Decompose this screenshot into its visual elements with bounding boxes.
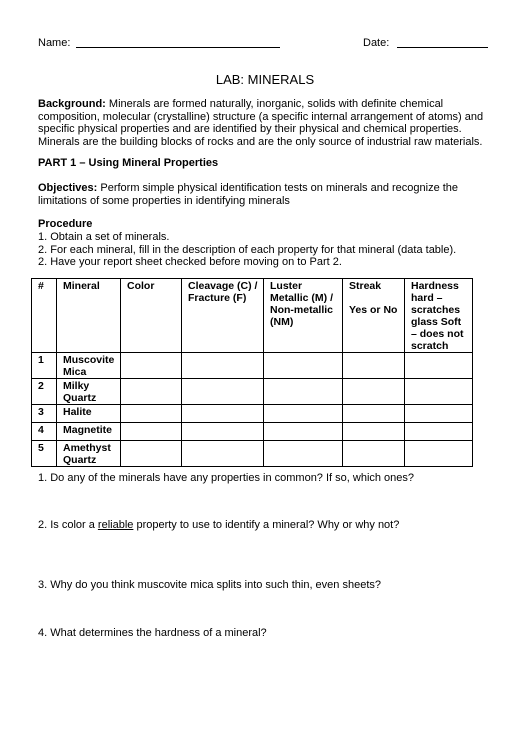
question-2-emphasis: reliable: [97, 519, 134, 531]
streak-cell[interactable]: [343, 379, 405, 405]
question-3: 3. Why do you think muscovite mica splits into such thin, even sheets?: [38, 579, 381, 591]
color-cell[interactable]: [121, 405, 182, 423]
procedure-step: 1. Obtain a set of minerals.: [38, 231, 170, 243]
objectives-paragraph: [38, 182, 498, 207]
header-streak: Streak Yes or No: [343, 279, 405, 353]
date-field-line[interactable]: [397, 47, 488, 48]
cleavage-cell[interactable]: [182, 353, 264, 379]
name-field-line[interactable]: [76, 47, 280, 48]
cleavage-cell[interactable]: [182, 379, 264, 405]
cleavage-cell[interactable]: [182, 423, 264, 441]
objectives-label: Objectives:: [38, 182, 98, 194]
hardness-cell[interactable]: [405, 423, 473, 441]
background-paragraph: [38, 98, 498, 148]
hardness-cell[interactable]: [405, 353, 473, 379]
question-2: [38, 519, 508, 531]
row-mineral: Muscovite Mica: [57, 353, 121, 379]
hardness-cell[interactable]: [405, 405, 473, 423]
part1-heading: PART 1 – Using Mineral Properties: [38, 157, 219, 169]
row-number: 1: [32, 353, 57, 379]
color-cell[interactable]: [121, 441, 182, 467]
table-row: [32, 423, 473, 441]
row-number: 2: [32, 379, 57, 405]
procedure-heading: Procedure: [38, 218, 93, 230]
table-row: [32, 353, 473, 379]
procedure-step: 2. Have your report sheet checked before moving on to Part 2.: [38, 256, 342, 269]
procedure-steps: [38, 231, 498, 269]
cleavage-cell[interactable]: [182, 405, 264, 423]
streak-cell[interactable]: [343, 353, 405, 379]
row-number: 4: [32, 423, 57, 441]
table-row: [32, 441, 473, 467]
question-4: 4. What determines the hardness of a mineral?: [38, 627, 267, 639]
row-mineral: Milky Quartz: [57, 379, 121, 405]
objectives-text: Perform simple physical identification tests on minerals and recognize the limitations of some properties in identifying minerals: [38, 182, 459, 207]
question-1: 1. Do any of the minerals have any properties in common? If so, which ones?: [38, 472, 415, 484]
question-2-start: 2. Is color a: [38, 519, 98, 531]
date-label: Date:: [363, 37, 390, 49]
header-color: Color: [121, 279, 182, 353]
row-mineral: Amethyst Quartz: [57, 441, 121, 467]
luster-cell[interactable]: [264, 441, 343, 467]
hardness-cell[interactable]: [405, 379, 473, 405]
row-number: 5: [32, 441, 57, 467]
hardness-cell[interactable]: [405, 441, 473, 467]
row-mineral: Magnetite: [57, 423, 121, 441]
table-row: [32, 405, 473, 423]
header-hardness: Hardness hard – scratches glass Soft – does not scratch: [405, 279, 473, 353]
procedure-step: 2. For each mineral, fill in the description of each property for that mineral (data table).: [38, 243, 457, 256]
header-luster: Luster Metallic (M) / Non-metallic (NM): [264, 279, 343, 353]
streak-cell[interactable]: [343, 423, 405, 441]
streak-cell[interactable]: [343, 405, 405, 423]
header-number: #: [32, 279, 57, 353]
background-text: Minerals are formed naturally, inorganic, solids with definite chemical composition, molecular (crystalline) structure (a specific internal arrangement of atoms) and specific physical properties and are identified by their physical and chemical properties. Minerals are the building blocks of rocks and are the only source of industrial raw materials.: [38, 98, 484, 148]
row-mineral: Halite: [57, 405, 121, 423]
table-row: [32, 379, 473, 405]
question-2-end: property to use to identify a mineral? Why or why not?: [133, 519, 400, 531]
header-cleavage: Cleavage (C) / Fracture (F): [182, 279, 264, 353]
color-cell[interactable]: [121, 423, 182, 441]
header-mineral: Mineral: [57, 279, 121, 353]
streak-cell[interactable]: [343, 441, 405, 467]
row-number: 3: [32, 405, 57, 423]
luster-cell[interactable]: [264, 353, 343, 379]
cleavage-cell[interactable]: [182, 441, 264, 467]
page-title: LAB: MINERALS: [215, 72, 315, 87]
luster-cell[interactable]: [264, 405, 343, 423]
mineral-properties-table: [31, 278, 473, 467]
color-cell[interactable]: [121, 353, 182, 379]
color-cell[interactable]: [121, 379, 182, 405]
luster-cell[interactable]: [264, 379, 343, 405]
name-label: Name:: [38, 37, 71, 49]
luster-cell[interactable]: [264, 423, 343, 441]
background-label: Background:: [38, 98, 106, 110]
table-header-row: [32, 279, 473, 353]
